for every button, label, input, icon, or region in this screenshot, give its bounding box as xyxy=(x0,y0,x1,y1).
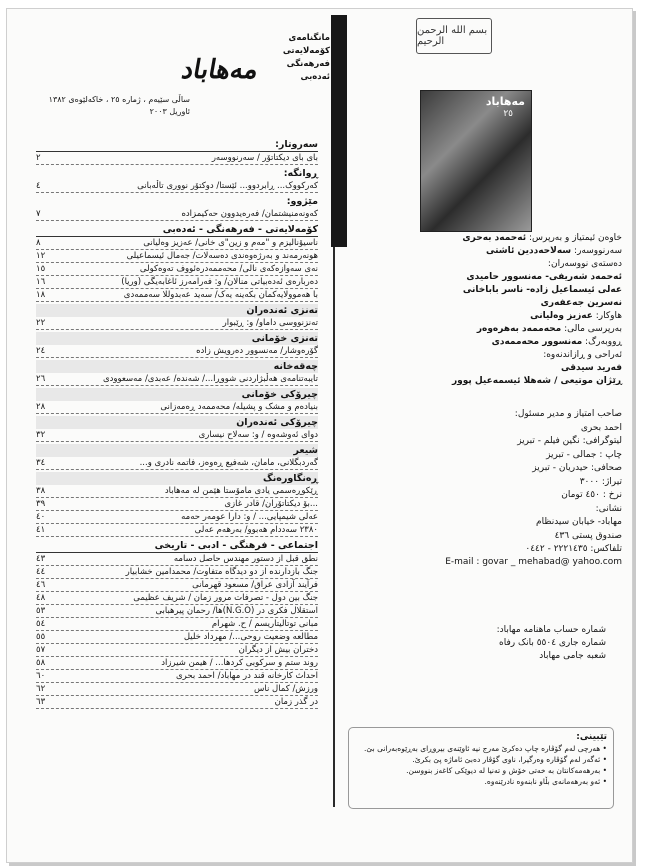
toc-item xyxy=(36,208,318,221)
staff-value: ئەحمەد شەریفی- مەنسوور حامیدی xyxy=(466,272,622,282)
toc-item xyxy=(36,345,318,358)
staff-value: عەلی ئیسماعیل زادە- ناسر باباخانی xyxy=(462,285,622,295)
staff-row xyxy=(372,258,622,271)
staff-value: سەلاحەددین ئاشتی xyxy=(485,246,572,256)
toc-item-title: ٢٣٨٠ سەددام هەبوو/ بەرهەم عەلی xyxy=(194,525,318,535)
toc-item-title: مطالعه وضعیت روحی.../ مهرداد خلیل xyxy=(183,632,318,642)
cover-number: ٢٥ xyxy=(503,109,513,119)
toc-item-title: هونەرمەند و بەرژەوەندی دەسەلات/ جەمال ئیسماعیلی xyxy=(126,251,318,261)
toc-item xyxy=(36,644,318,657)
staff-row xyxy=(372,297,622,310)
toc-item-page: ٤٦ xyxy=(36,580,46,590)
toc-item-title: تەنزنووسی داماو/ و: ڕێبوار xyxy=(222,318,318,328)
toc-item-page: ٤٨ xyxy=(36,593,46,603)
staff-value: نەسرین جەعفەری xyxy=(540,298,622,308)
publisher-line: صاحب امتیاز و مدیر مسئول: xyxy=(514,409,622,419)
toc-item xyxy=(36,180,318,193)
toc-item-page: ٨ xyxy=(36,238,41,248)
toc-item-title: در گذر زمان xyxy=(274,697,318,707)
staff-label: ڕووبەرگ: xyxy=(582,337,622,347)
toc-item xyxy=(36,618,318,631)
toc-item xyxy=(36,317,318,330)
toc-item-page: ٥٨ xyxy=(36,658,46,668)
toc-item-page: ٢ xyxy=(36,153,41,163)
toc-section-heading: کۆمەلایەتی - فەرهەنگی - ئەدەبی xyxy=(36,223,318,237)
toc-item-title: بنیادەم و مشک و پشیلە/ محەممەد ڕەمەزانی xyxy=(160,402,318,412)
toc-item-title: ڕێکوڕەسمی یادی مامۆستا هێمن لە مەهاباد xyxy=(164,486,318,496)
toc-item-page: ٦٢ xyxy=(36,684,46,694)
toc-item-title: استقلال فکری در (N.G.O)ها/ رحمان پیرهبابی xyxy=(155,606,318,616)
toc-item-page: ٢٤ xyxy=(36,346,46,356)
description-line: ئەدەبی xyxy=(300,72,330,82)
staff-row xyxy=(372,362,622,375)
staff-value: ئەحمەد بەحری xyxy=(462,233,527,243)
publisher-line: صندوق پستی ٤٣٦ xyxy=(554,530,622,541)
vertical-black-bar xyxy=(331,15,347,247)
description-line: مانگنامەی xyxy=(288,33,330,43)
magazine-description xyxy=(260,32,330,84)
bank-line: شماره حساب ماهنامه مهاباد: xyxy=(496,625,606,635)
toc-item xyxy=(36,592,318,605)
toc-item-page: ١٢ xyxy=(36,251,46,261)
toc-item xyxy=(36,457,318,470)
note-item: • بەرهەمەکانتان بە خەتی خۆش و تەنیا لە دیوێکی کاغەز بنووسن. xyxy=(406,766,607,775)
toc-item xyxy=(36,401,318,414)
toc-item xyxy=(36,605,318,618)
toc-item-page: ٦٠ xyxy=(36,671,46,681)
toc-section-heading: تەنزی خۆمانی xyxy=(36,332,318,345)
toc-item-title: روند ستم و سرکوبی کردها... / هیمن شیرزاد xyxy=(161,658,318,668)
staff-row xyxy=(372,349,622,362)
staff-row xyxy=(372,323,622,336)
toc-item-title: ...بۆ دیکتاتۆران/ قادر غازی xyxy=(224,499,318,509)
description-line: کۆمەلایەتی xyxy=(282,46,330,56)
toc-item-page: ٢٨ xyxy=(36,402,46,412)
note-item: • ئەو بەرهەمانەی بڵاو نابنەوە نادرێنەوە. xyxy=(484,777,607,786)
toc-item xyxy=(36,250,318,263)
toc-item-title: نطق قبل از دستور مهندس حاصل دسامه xyxy=(173,554,318,564)
toc-section-heading: ڕەنگاورەنگ xyxy=(36,472,318,485)
publisher-line: مهاباد- خیابان سیدنظام xyxy=(536,517,622,527)
toc-item xyxy=(36,289,318,302)
notes-title: تێبینی: xyxy=(576,732,607,742)
staff-row xyxy=(372,310,622,323)
toc-item-title: ورزش/ کمال ناس xyxy=(253,684,318,694)
toc-item xyxy=(36,670,318,683)
email-line: E-mail : govar _ mehabad@ yahoo.com xyxy=(445,557,622,567)
staff-row xyxy=(372,271,622,284)
publisher-line: تلفاکس: ٢٢٢١٤٣٥ - ٠٤٤٢ xyxy=(525,544,622,554)
toc-item-page: ٥٧ xyxy=(36,645,46,655)
publisher-line: نرخ : ٤٥٠ تومان xyxy=(561,490,622,500)
toc-item xyxy=(36,631,318,644)
toc-item-page: ٦٣ xyxy=(36,697,46,707)
staff-row xyxy=(372,336,622,349)
staff-value: عەزیز وەلیانی xyxy=(530,311,593,321)
toc-item-page: ٤٣ xyxy=(36,554,46,564)
toc-item xyxy=(36,263,318,276)
toc-item-title: جنگ بین دول - تصرفات مرور زمان / شریف عظیمی xyxy=(133,593,318,603)
toc-item-page: ٣٨ xyxy=(36,486,46,496)
staff-value: ڕێژان موتیعی / شەهلا ئیسمەعیل پوور xyxy=(451,376,622,386)
staff-list xyxy=(372,232,622,388)
toc-section-heading: شیعر xyxy=(36,444,318,457)
toc-item xyxy=(36,566,318,579)
toc-item-title: با هەموولایەکمان بکەینە یەک/ سەید عەبدوللا سەممەدی xyxy=(123,290,318,300)
column-divider xyxy=(333,247,335,807)
date-line: ئاوریل ٢٠٠٣ xyxy=(149,107,190,116)
staff-label: سەرنووسەر: xyxy=(571,246,622,256)
publisher-line: نشانی: xyxy=(595,503,622,514)
toc-item xyxy=(36,683,318,696)
toc-item-page: ٣٤ xyxy=(36,458,46,468)
toc-item xyxy=(36,276,318,289)
description-line: فەرهەنگی xyxy=(286,59,330,69)
staff-value: مەنسوور محەممەدی xyxy=(491,337,583,347)
toc-section-heading: اجتماعی - فرهنگی - ادبی - تاریخی xyxy=(36,539,318,553)
toc-item-title: جنگ بازدارنده از دو دیدگاه متفاوت/ محمدامین خشابیار xyxy=(125,567,318,577)
notes-box xyxy=(348,727,614,809)
toc-item xyxy=(36,524,318,537)
publisher-line: لیتوگرافی: نگین فیلم - تبریز xyxy=(517,436,622,446)
toc-item-title: دەربارەی ئەدەبیاتی منالان/ و: فەرامەرز ئاغابەیگی (وریا) xyxy=(121,277,318,287)
note-item: • هەرچی لەم گۆڤارە چاپ دەکرێ مەرج نیە ئاوێنەی بیروڕای بەڕێوەبەرانی بێ. xyxy=(364,744,607,753)
toc-item-title: کەرکووک... ڕابردوو... ئێستا/ دوکتۆر نووری تاڵەبانی xyxy=(137,181,318,191)
toc-item-page: ٢٦ xyxy=(36,374,46,384)
staff-value: فەرید سیدقی xyxy=(561,363,622,373)
staff-row xyxy=(372,232,622,245)
toc-item-title: ناسیۆنالیزم و "مەم و زین"ی خانی/ عەزیز وەلیانی xyxy=(143,238,318,248)
toc-item xyxy=(36,657,318,670)
staff-value: محەممەد بەهرەوەر xyxy=(476,324,562,334)
toc-item-title: احداث کارخانه قند در مهاباد/ احمد بحری xyxy=(176,671,318,681)
bank-line: شعبه جامی مهاباد xyxy=(539,651,606,661)
magazine-logo: مەهاباد xyxy=(179,55,261,85)
cover-title: مەهاباد xyxy=(485,95,525,108)
staff-row xyxy=(372,284,622,297)
toc-section-heading: مێژوو: xyxy=(286,196,318,207)
toc-item-title: مبانی توتالیتاریسم / ح. شهرام xyxy=(211,619,318,629)
staff-label: هاوکار: xyxy=(592,311,622,321)
bank-line: شماره جاری ٥٥٠٤ بانک رفاه xyxy=(499,638,606,648)
toc-item-page: ٤ xyxy=(36,181,41,191)
note-item: • ئەگەر لەم گۆڤارە وەرگیرا، ناوی گۆڤار دەبێ ئاماژە پێ بکرێ. xyxy=(412,755,607,764)
staff-row xyxy=(372,245,622,258)
toc-item-title: نەی سەوازەکەی نالی/ محەممەدرەئووف تەوەکولی xyxy=(139,264,318,274)
cover-thumbnail xyxy=(420,90,532,232)
toc-item xyxy=(36,373,318,386)
toc-item-title: دختران بیش از دیگران xyxy=(238,645,318,655)
toc-item-page: ١٦ xyxy=(36,277,46,287)
toc-item-title: عەلی شیمپایی... / و: دارا عومەر حەمە xyxy=(181,512,318,522)
bismillah-calligraphy: بسم الله الرحمن الرحيم xyxy=(416,18,492,54)
toc-item xyxy=(36,511,318,524)
publisher-line: چاپ : جمالی - تبریز xyxy=(546,449,622,460)
toc-item-page: ٤٠ xyxy=(36,512,46,522)
toc-section-heading: ڕوانگە: xyxy=(283,168,318,179)
toc-item-title: کەونەمنیشتمان/ فەرەیدوون حەکیمزادە xyxy=(181,209,318,219)
table-of-contents xyxy=(36,136,318,709)
publisher-line: احمد بحری xyxy=(580,422,622,433)
toc-item-page: ١٨ xyxy=(36,290,46,300)
toc-item-page: ٥٤ xyxy=(36,619,46,629)
toc-item xyxy=(36,579,318,592)
toc-item-title: تایبەتنامەی هەڵبژاردنی شووڕا.../ شەندە/ عەبدی/ مەسعوودی xyxy=(102,374,318,384)
toc-item-page: ٤١ xyxy=(36,525,46,535)
toc-section-heading: سەروتار: xyxy=(36,138,318,152)
toc-item xyxy=(36,553,318,566)
toc-section-heading: چیرۆکی ئەندەران xyxy=(36,416,318,429)
toc-section-heading: تەنزی ئەندەران xyxy=(36,304,318,317)
staff-label: دەستەی نووسەران: xyxy=(547,259,622,269)
issue-line: ساڵی سێیەم ، ژمارە ٢٥ ، خاکەلێوەی ١٣٨٢ xyxy=(48,95,190,104)
staff-label: ئەراحی و ڕازاندنەوە: xyxy=(543,350,622,360)
toc-section-heading: چەقەخانە xyxy=(36,360,318,373)
publisher-line: تیراژ: ٣٠٠٠ xyxy=(579,476,622,487)
publisher-line: صحافی: حیدریان - تبریز xyxy=(532,463,622,473)
toc-item-title: بای بای دیکتاتۆر / سەرنووسەر xyxy=(211,153,318,163)
toc-item xyxy=(36,152,318,165)
toc-item xyxy=(36,696,318,709)
toc-item-title: گۆرەوشار/ مەنسوور دەرویش زادە xyxy=(196,346,318,356)
toc-item-page: ٧ xyxy=(36,209,41,219)
toc-item xyxy=(36,485,318,498)
toc-item-page: ٣٩ xyxy=(36,499,46,509)
publisher-info xyxy=(362,408,622,557)
toc-item-page: ٣٢ xyxy=(36,430,46,440)
bank-info xyxy=(356,624,606,663)
toc-item-page: ٢٢ xyxy=(36,318,46,328)
toc-item xyxy=(36,498,318,511)
toc-item-title: فرآیند آزادی عراق/ مسعود قهرمانی xyxy=(192,580,318,590)
toc-section-heading: چیرۆکی خۆمانی xyxy=(36,388,318,401)
toc-item-page: ٥٥ xyxy=(36,632,46,642)
toc-item xyxy=(36,429,318,442)
toc-item-title: دوای ئەوشەوە / و: سەلاح نیساری xyxy=(198,430,318,440)
toc-item-page: ١٥ xyxy=(36,264,46,274)
staff-label: بەرپرسی مالی: xyxy=(561,324,622,334)
issue-info xyxy=(40,94,190,118)
toc-item-page: ٤٤ xyxy=(36,567,46,577)
toc-item-title: گەردبگلانی، مامان، شەفیع ڕەوەز، فاتمە نادری و... xyxy=(139,458,318,468)
toc-item-page: ٥٣ xyxy=(36,606,46,616)
staff-label: خاوەن ئیمتیاز و بەرپرس: xyxy=(526,233,622,243)
staff-row xyxy=(372,375,622,388)
toc-item xyxy=(36,237,318,250)
